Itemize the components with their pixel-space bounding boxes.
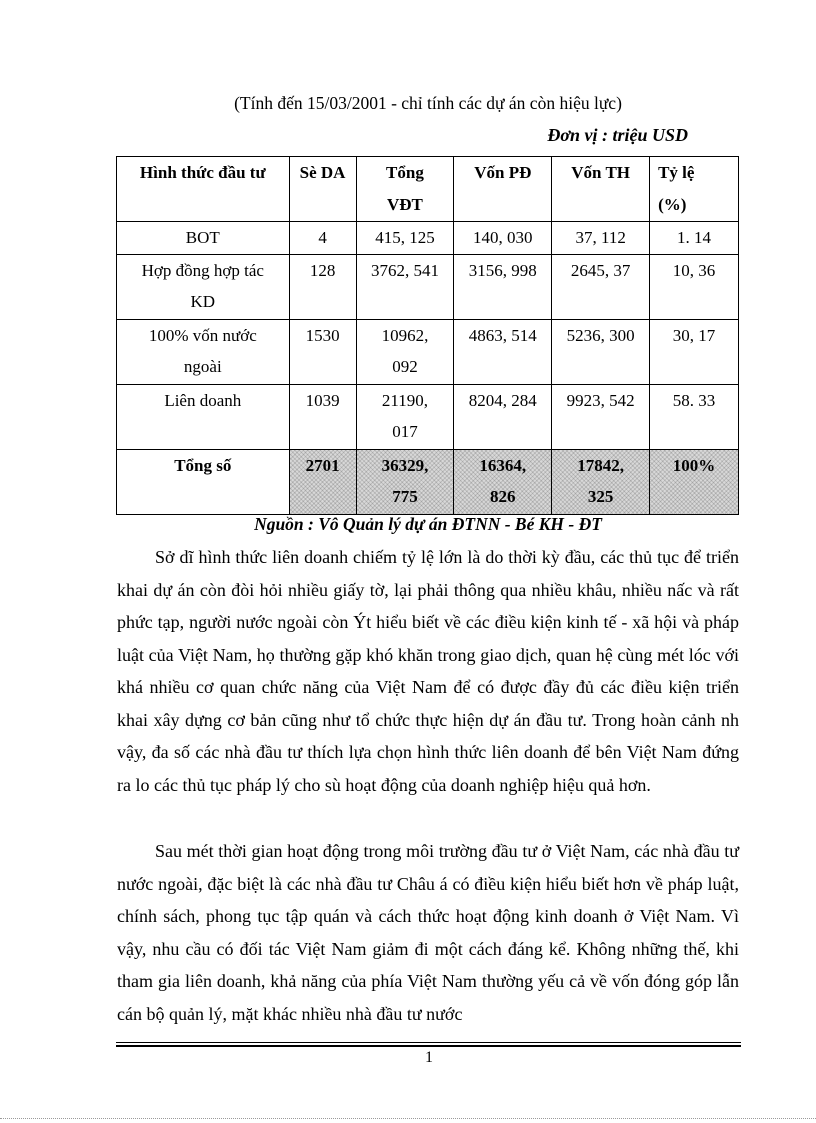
- cell-text: VĐT: [386, 194, 423, 214]
- table-cell: [552, 319, 650, 384]
- cell-text: Hình thức đầu tư: [139, 163, 266, 182]
- cell-text: 16364,: [479, 455, 527, 475]
- cell-text: Tổng: [386, 163, 424, 182]
- total-row: [117, 449, 739, 514]
- table-cell: [650, 449, 739, 514]
- cell-text: 100% vốn nước: [148, 325, 257, 345]
- cell-text: 3762, 541: [370, 260, 439, 280]
- cell-text: Vốn PĐ: [474, 163, 532, 182]
- table-cell: [650, 157, 739, 222]
- table-cell: [552, 449, 650, 514]
- cell-text: 10, 36: [672, 260, 716, 280]
- table-row: [117, 254, 739, 319]
- table-cell: [650, 319, 739, 384]
- investment-table: [116, 156, 739, 515]
- table-cell: [289, 254, 356, 319]
- cell-text: 4: [318, 228, 327, 247]
- cell-text: Tỷ lệ: [658, 163, 695, 182]
- cell-text: Liên doanh: [164, 390, 242, 410]
- table-cell: [356, 449, 454, 514]
- cell-text: 1530: [305, 325, 340, 345]
- cell-text: 36329,: [381, 455, 429, 475]
- table-source: Nguồn : Vô Quản lý dự án ĐTNN - Bé KH - ĐT: [254, 514, 602, 534]
- cell-text: 30, 17: [672, 325, 716, 345]
- cell-text: 325: [587, 487, 614, 506]
- footer-rule: [116, 1042, 741, 1043]
- table-cell: [289, 222, 356, 255]
- table-cell: [117, 254, 290, 319]
- table-cell: [356, 157, 454, 222]
- table-row: [117, 319, 739, 384]
- cell-text: KD: [190, 292, 216, 311]
- table-cell: [356, 384, 454, 449]
- cell-text: 017: [392, 422, 418, 441]
- cell-text: Vốn TH: [571, 163, 631, 182]
- cell-text: Hợp đồng hợp tác: [141, 260, 264, 280]
- cell-text: 21190,: [381, 390, 428, 410]
- unit-label: Đơn vị : triệu USD: [547, 125, 688, 145]
- cell-text: 5236, 300: [566, 325, 635, 345]
- table-cell: [289, 384, 356, 449]
- table-cell: [454, 254, 552, 319]
- table-cell: [552, 384, 650, 449]
- cell-text: 092: [392, 357, 418, 376]
- table-cell: [454, 222, 552, 255]
- table-cell: [552, 254, 650, 319]
- cell-text: 1. 14: [677, 228, 712, 247]
- cell-text: 8204, 284: [468, 390, 537, 410]
- cell-text: 37, 112: [575, 228, 626, 247]
- table-cell: [650, 222, 739, 255]
- table-cell: [356, 319, 454, 384]
- table-cell: [552, 157, 650, 222]
- cell-text: BOT: [185, 228, 220, 247]
- cell-text: 17842,: [577, 455, 625, 475]
- table-cell: [650, 384, 739, 449]
- paragraph: Sở dĩ hình thức liên doanh chiếm tỷ lệ lớn là do thời kỳ đầu, các thủ tục để triển khai dự án còn đòi hỏi nhiều giấy tờ, lại phải thông qua nhiều khâu, nhiều nấc và rất phức tạp, người nước ngoài còn Ýt hiểu biết về các điều kiện kinh tế - xã hội và pháp luật của Việt Nam, họ thường gặp khó khăn trong giao dịch, quan hệ cùng mét lóc với khá nhiều cơ quan chức năng của Việt Nam để có được đầy đủ các điều kiện triển khai xây dựng cơ bản cũng như tổ chức thực hiện dự án đầu tư. Trong hoàn cảnh nh vậy, đa số các nhà đầu tư thích lựa chọn hình thức liên doanh để bên Việt Nam đứng ra lo các thủ tục pháp lý cho sù hoạt động của doanh nghiệp hiệu quả hơn.: [117, 547, 739, 795]
- cell-text: Tổng số: [174, 455, 232, 475]
- table-row: [117, 222, 739, 255]
- page-number: 1: [425, 1049, 433, 1066]
- cell-text: 128: [309, 260, 336, 280]
- table-cell: [454, 319, 552, 384]
- table-cell: [289, 157, 356, 222]
- table-row: [117, 384, 739, 449]
- table-cell: [454, 157, 552, 222]
- table-cell: [117, 384, 290, 449]
- table-cell: [454, 384, 552, 449]
- cell-text: ngoài: [183, 357, 222, 376]
- cell-text: 1039: [305, 390, 340, 410]
- cell-text: 100%: [672, 455, 716, 475]
- page-edge-dots: [0, 1118, 816, 1119]
- cell-text: 9923, 542: [566, 390, 635, 410]
- table-cell: [117, 222, 290, 255]
- cell-text: 2645, 37: [570, 260, 631, 280]
- cell-text: 775: [392, 487, 418, 506]
- cell-text: 10962,: [381, 325, 429, 345]
- cell-text: Sè DA: [299, 163, 346, 182]
- header-row: [117, 157, 739, 222]
- paragraph: Sau mét thời gian hoạt động trong môi trường đầu tư ở Việt Nam, các nhà đầu tư nước ngoài, đặc biệt là các nhà đầu tư Châu á có điều kiện hiểu biết hơn về pháp luật, chính sách, phong tục tập quán và cách thức hoạt động kinh doanh ở Việt Nam. Vì vậy, nhu cầu có đối tác Việt Nam giảm đi một cách đáng kể. Không những thế, khi tham gia liên doanh, khả năng của phía Việt Nam thường yếu cả về vốn đóng góp lẫn cán bộ quản lý, mặt khác nhiều nhà đầu tư nước: [117, 841, 739, 1024]
- cell-text: 3156, 998: [468, 260, 537, 280]
- cell-text: (%): [658, 194, 687, 214]
- table-subtitle: (Tính đến 15/03/2001 - chỉ tính các dự án còn hiệu lực): [234, 93, 622, 113]
- table-cell: [117, 449, 290, 514]
- table-cell: [650, 254, 739, 319]
- cell-text: 4863, 514: [468, 325, 537, 345]
- cell-text: 140, 030: [473, 228, 533, 247]
- table-cell: [454, 449, 552, 514]
- table-cell: [289, 319, 356, 384]
- footer-rule: [116, 1045, 741, 1047]
- cell-text: 826: [490, 487, 516, 506]
- table-cell: [356, 222, 454, 255]
- table-cell: [117, 157, 290, 222]
- cell-text: 415, 125: [375, 228, 435, 247]
- cell-text: 58. 33: [672, 390, 716, 410]
- table-cell: [552, 222, 650, 255]
- table-cell: [356, 254, 454, 319]
- cell-text: 2701: [305, 455, 340, 475]
- table-cell: [117, 319, 290, 384]
- table-cell: [289, 449, 356, 514]
